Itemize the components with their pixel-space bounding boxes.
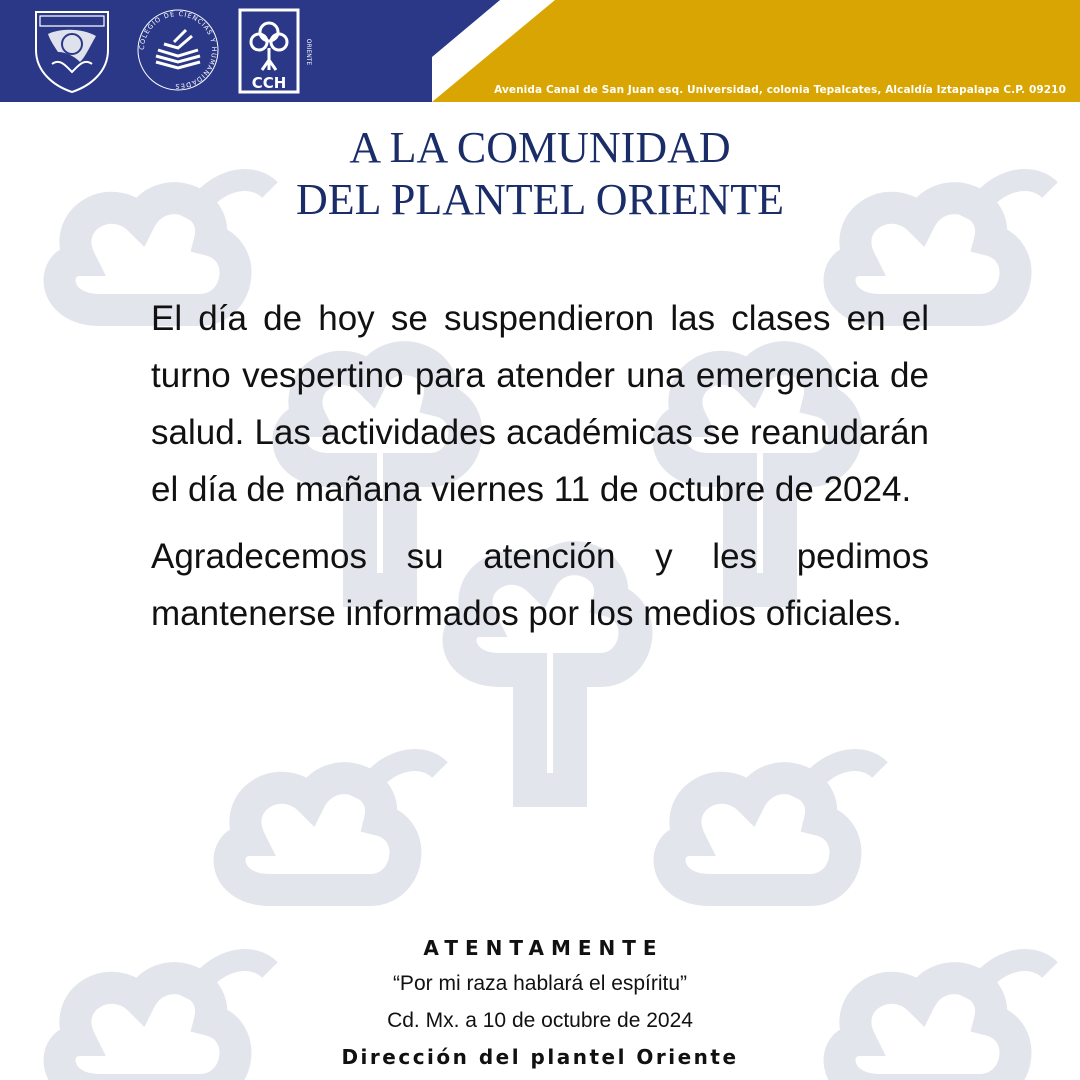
signature-date: Cd. Mx. a 10 de octubre de 2024 (387, 1009, 693, 1032)
page-title (0, 122, 1080, 226)
title-line-2: DEL PLANTEL ORIENTE (296, 175, 784, 224)
title-line-1: A LA COMUNIDAD (349, 123, 731, 172)
closing-atentamente: ATENTAMENTE (423, 936, 664, 960)
svg-text:CCH: CCH (251, 74, 287, 92)
header-band (0, 0, 1080, 102)
announcement-paragraph-1: El día de hoy se suspendieron las clases en el turno vespertino para atender una emergencia de salud. Las actividades académicas se reanudarán el día de mañana viernes 11 de octubre de 2024. (151, 299, 929, 509)
svg-text:ORIENTE: ORIENTE (305, 38, 312, 66)
signature-block (0, 930, 1080, 1075)
signature-office: Dirección del plantel Oriente (341, 1045, 739, 1069)
announcement-paragraph-2: Agradecemos su atención y les pedimos mantenerse informados por los medios oficiales. (151, 537, 929, 633)
colegio-ciencias-humanidades-logo (134, 6, 222, 94)
unam-motto: “Por mi raza hablará el espíritu” (392, 972, 688, 995)
announcement-body (151, 290, 929, 642)
cch-oriente-logo (238, 6, 312, 94)
header-address: Avenida Canal de San Juan esq. Universidad, colonia Tepalcates, Alcaldía Iztapalapa C.P. 09210 (494, 84, 1066, 96)
unam-shield-logo (30, 6, 114, 94)
svg-text:COLEGIO DE CIENCIAS Y HUMANIDA: COLEGIO DE CIENCIAS Y HUMANIDADES (137, 9, 219, 91)
